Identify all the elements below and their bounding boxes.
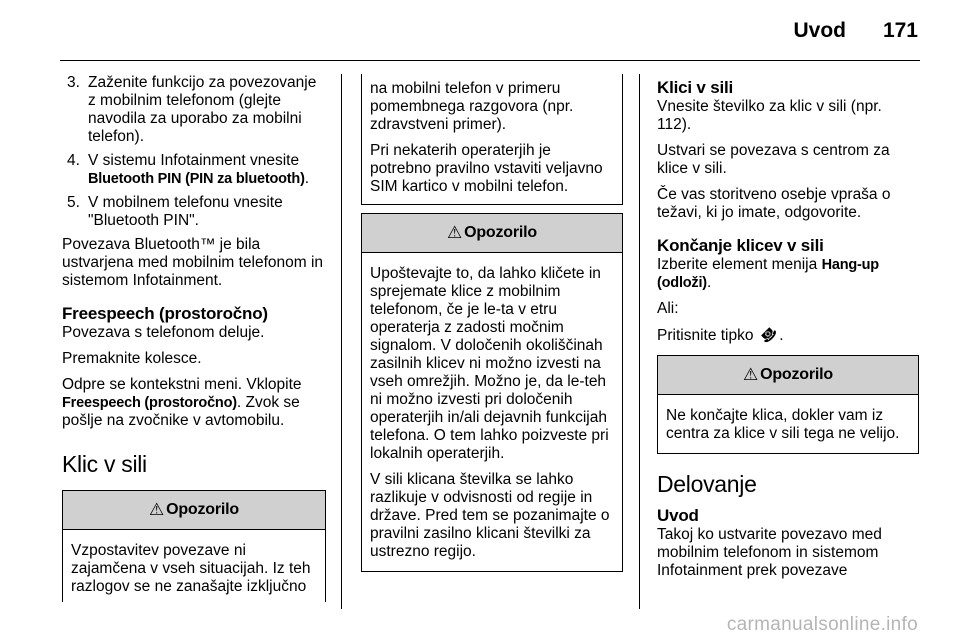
phone-hangup-icon: ☎: [756, 323, 781, 347]
subheading-end-calls: Končanje klicev v sili: [657, 236, 824, 255]
step-text: V mobilnem telefonu vnesite "Bluetooth PIN".: [88, 194, 283, 229]
step-number: 4.: [67, 152, 80, 169]
warning-header: ⚠ Opozorilo: [362, 214, 622, 253]
warning-box: [361, 213, 623, 572]
pairing-steps: [62, 74, 326, 230]
column-1: [62, 74, 326, 602]
warning-header: ⚠ Opozorilo: [658, 356, 918, 395]
warning-body: na mobilni telefon v primeru pomembnega razgovora (npr. zdravstveni primer). Pri nekaterih operaterjih je potrebno pravilno vstaviti veljavno SIM kartico v mobilni telefon.: [370, 80, 603, 195]
list-item: [62, 194, 326, 230]
step-number: 3.: [67, 74, 80, 91]
step-text: V sistemu Infotainment vnesite: [88, 152, 300, 169]
warning-body: Ne končajte klica, dokler vam iz centra za klice v sili tega ne velijo.: [666, 407, 900, 442]
paragraph: Odpre se kontekstni meni. Vklopite Freespeech (prostoročno). Zvok se pošlje na zvočnike v avtomobilu.: [62, 376, 302, 429]
section-title: Uvod: [793, 19, 846, 42]
column-divider: [341, 74, 342, 609]
paragraph: Takoj ko ustvarite povezavo med mobilnim telefonom in sistemom Infotainment prek povezave: [657, 526, 882, 579]
paragraph: Če vas storitveno osebje vpraša o težavi, ki jo imate, odgovorite.: [657, 186, 891, 221]
warning-triangle-icon: ⚠: [447, 223, 463, 242]
page-number: 171: [882, 19, 918, 42]
subheading-intro: Uvod: [657, 506, 699, 525]
section-heading-emergency: Klic v sili: [62, 451, 147, 477]
paragraph: Povezava s telefonom deluje.: [62, 324, 265, 341]
warning-box: [657, 355, 919, 454]
step-number: 5.: [67, 194, 80, 211]
warning-body: Upoštevajte to, da lahko kličete in sprejemate klice z mobilnim telefonom, če je le-ta v etru operaterja z zadosti močnim signalom. V določenih okoliščinah zasilnih klicev ni možno izvesti na vseh omrežjih. Možno je, da le-teh ni možno izvesti pri določenih operaterjih in/ali dejavnih funkcijah telefona. O tem lahko poizveste pri lokalnih operaterjih. V sili klicana številka se lahko razlikuje v odvisnosti od regije in države. Pred tem se pozanimajte o pravilni zasilno klicani številki za ustrezno regijo.: [370, 265, 610, 560]
warning-body: Vzpostavitev povezave ni zajamčena v vseh situacijah. Iz teh razlogov se ne zanašajte izključno: [71, 542, 311, 595]
paragraph: Ali:: [657, 300, 679, 317]
watermark: carmanualsonline.info: [726, 614, 918, 635]
column-3: [657, 74, 919, 588]
warning-triangle-icon: ⚠: [149, 500, 165, 519]
subheading-freespeech: Freespeech (prostoročno): [62, 304, 268, 323]
paragraph: Vnesite številko za klic v sili (npr. 112).: [657, 98, 882, 133]
paragraph: Premaknite kolesce.: [62, 350, 202, 367]
warning-header: ⚠ Opozorilo: [63, 491, 325, 530]
paragraph: Ustvari se povezava s centrom za klice v sili.: [657, 142, 890, 177]
column-2: [361, 74, 623, 572]
step-text: Zaženite funkcijo za povezovanje z mobilnim telefonom (glejte navodila za uporabo za mobilni telefon).: [88, 74, 317, 145]
subheading-emergency-calls: Klici v sili: [657, 78, 734, 97]
column-divider: [639, 74, 640, 609]
list-item: 4. V sistemu Infotainment vnesite Bluetooth PIN (PIN za bluetooth).: [67, 152, 310, 187]
paragraph: Pritisnite tipko ☎.: [657, 323, 784, 347]
menu-item-label: Freespeech (prostoročno): [62, 395, 237, 411]
section-heading-operation: Delovanje: [657, 471, 757, 497]
warning-box-continued: [361, 74, 623, 205]
paragraph: Povezava Bluetooth™ je bila ustvarjena med mobilnim telefonom in sistemom Infotainment.: [62, 236, 324, 289]
warning-box: [62, 490, 326, 602]
header-rule: [60, 60, 920, 61]
warning-triangle-icon: ⚠: [743, 365, 759, 384]
paragraph: Izberite element menija Hang-up (odloži).: [657, 256, 879, 291]
list-item: [62, 74, 326, 146]
menu-item-label: Hang-up (odloži): [657, 257, 879, 291]
menu-item-label: Bluetooth PIN (PIN za bluetooth): [88, 171, 305, 187]
